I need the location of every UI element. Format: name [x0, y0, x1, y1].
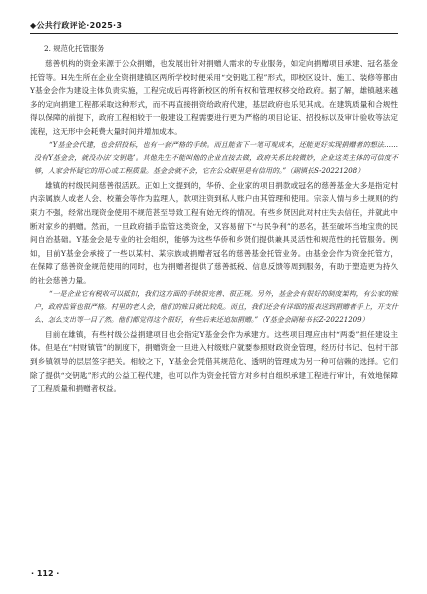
body-paragraph: 慈善机构的资金来源于公众捐赠，也发展出针对捐赠人需求的专业服务，如定向捐赠项目承建、冠名基金托管等。H先生所在企业全资捐建镇区两所学校时便采用“交钥匙工程”形式，即校区设计、施工、装修等都由Y基金会作为建设主体负责实施，工程完成后再将新校区的所有权和管理权移交给政府。据了解，雄镇越来越多的定向捐建工程都采取这种形式，而不再直接捐资给政府代建，基层政府也乐见其成。在建筑质量和合规性得以保障的前提下，政府工程相较于一般建设工程需要进行更为严格的项目论证、招投标以及审计验收等法定流程，这无形中会耗费大量时间并增加成本。 — [30, 59, 398, 136]
header-rule — [30, 33, 398, 34]
interview-quote: “Y基金会代建，也会招投标，也有一套严格的手续。而且能省下一笔可观成本，还能更好实现捐赠者的想法……没有Y基金会，就没办法‘交钥匙’。其他先生不能叫他的企业直接去做，政府关系比较微妙，企业这类主体的可信度不够，人家会怀疑它的用心或工程质量。基金会就不会，它在公众眼里是有信用的。”（副镇长S-20221208） — [34, 140, 398, 176]
page-number: · 112 · — [31, 569, 60, 578]
body-paragraph: 目前在雄镇，有些村级公益捐建项目也会指定Y基金会作为承建方。这些项目理应由村“两委”担任建设主体。但是在“村财镇管”的制度下，捐赠资金一旦进入村级账户就要参照财政资金管理，经历付书记、包村干部到乡镇领导的层层签字把关。相较之下，Y基金会凭借其规范化、透明的管理成为另一种可信赖的选择。它们除了提供“交钥匙”形式的公益工程代建，也可以作为资金托管方对乡村自组织承建工程进行审计，有效地保障了工程质量和捐赠者权益。 — [30, 329, 398, 394]
body-paragraph: 雄镇的村级民间慈善很活跃。正如上文提到的，华侨、企业家的项目捐款或冠名的慈善基金大多是指定村内亲属族人或老人会、校董会等作为监理人，款项注资到私人账户由其管理和使用。宗亲人情与乡土规则的约束力不强，经常出现资金使用不规范甚至导致工程有始无终的情况。有些乡贤因此对村庄失去信任，并就此中断对家乡的捐赠。然而，一旦政府插手监管这类资金，又容易留下“与民争利”的恶名，甚至破坏当地宝贵的民间自治基础。Y基金会是专业的社会组织，能够为这些华侨和乡贤们提供兼具灵活性和规范性的托管服务。例如，目前Y基金会承接了一些以某村、某宗族或捐赠者冠名的慈善基金托管业务。由基金会作为资金托管方，在保障了慈善资金规范使用的同时，也为捐赠者提供了慈善抵税、信息反馈等周到服务，有助于塑造更为持久的社会慈善力量。 — [30, 180, 398, 285]
interview-quote: “一是企业它有税收可以抵扣，我们这方面的手续很完善、很正规。另外，基金会有很好的制度架构，有公家的账户，政府监管也很严格。村里的老人会，他们的账目就比较乱。而且，我们还会有详细的报表送到捐赠者手上，开支什么、怎么支出等一目了然。他们都觉得这个很好，有些后来还追加捐赠。”（Y基金会副秘书长Z-20221209） — [34, 289, 398, 325]
running-header: ◆公共行政评论·2025·3 — [30, 21, 123, 30]
section-heading: 2. 规范化托管服务 — [44, 44, 105, 53]
article-body — [30, 44, 398, 396]
